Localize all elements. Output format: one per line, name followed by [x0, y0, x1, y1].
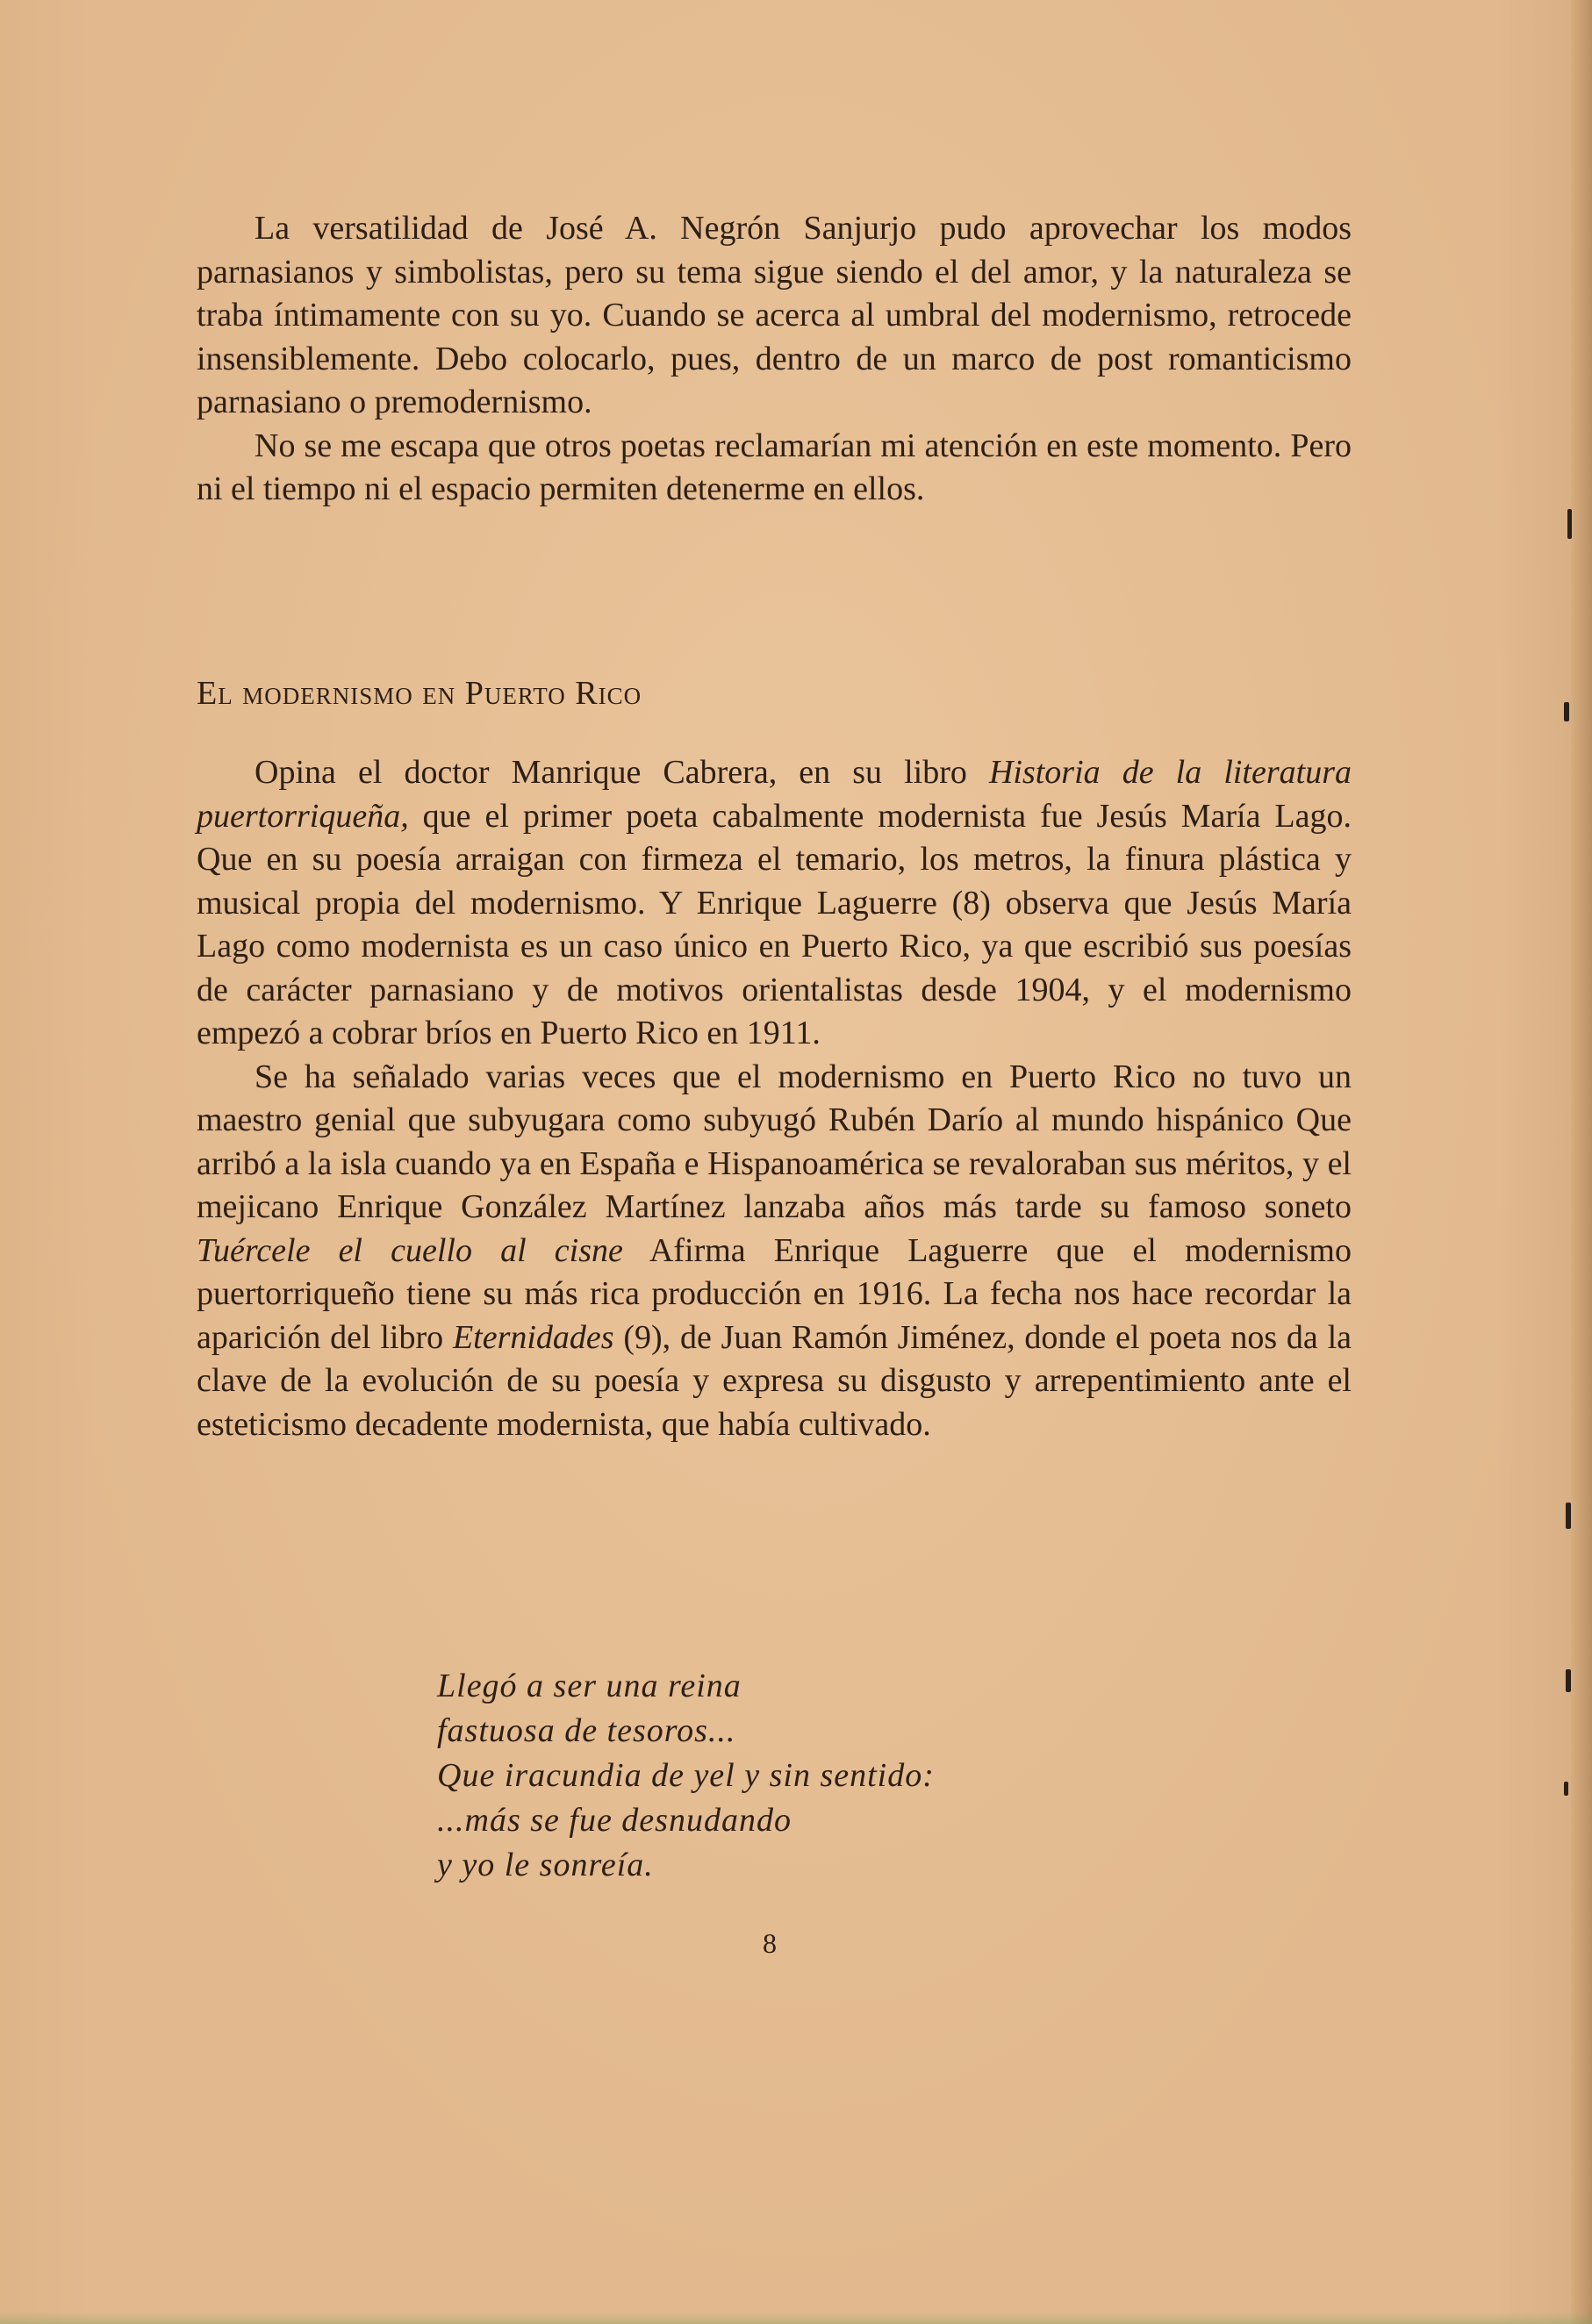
sonnet-title-tuercele: Tuércele el cuello al cisne — [197, 1231, 623, 1269]
paragraph-cabrera-body: que el primer poeta cabalmente modernista fue Jesús María Lago. Que en su poesía arraigan con firmeza el temario, los metros, la finura plástica y musical propia del modernismo. Y Enrique Laguerre (8) observa que Jesús María Lago como modernista es un caso único en Puerto Rico, ya que escribió sus poesías de carácter parnasiano y de motivos orientalistas desde 1904, y el modernismo empezó a cobrar bríos en Puerto Rico en 1911. — [197, 797, 1352, 1051]
page-edge — [1571, 0, 1592, 2324]
margin-speck — [1567, 509, 1572, 539]
section-text-block — [197, 751, 1352, 1446]
paragraph-modernismo-part2: Afirma Enrique Laguerre que el modernismo puertorriqueño tiene su más rica producción en 1916. La fecha nos hace recordar la aparición del libro — [197, 1231, 1352, 1356]
paragraph-otros-poetas: No se me escapa que otros poetas reclamarían mi atención en este momento. Pero ni el tiempo ni el espacio permiten detenerme en ellos. — [197, 427, 1352, 507]
poem-line: Llegó a ser una reina — [437, 1668, 742, 1704]
margin-speck — [1566, 1669, 1571, 1692]
intro-text-block — [197, 207, 1352, 512]
poem-line: fastuosa de tesoros... — [437, 1712, 736, 1749]
page-number: 8 — [763, 1927, 777, 1959]
page-bottom-edge — [0, 2312, 1592, 2324]
paragraph-modernismo-part1: Se ha señalado varias veces que el modernismo en Puerto Rico no tuvo un maestro genial que subyugara como subyugó Rubén Darío al mundo hispánico Que arribó a la isla cuando ya en España e Hispanoamérica se revaloraban sus méritos, y el mejicano Enrique González Martínez lanzaba años más tarde su famoso soneto — [197, 1058, 1352, 1225]
margin-speck — [1564, 702, 1569, 721]
poem-quote — [437, 1664, 935, 1888]
paragraph-modernismo-pr — [197, 1056, 1352, 1447]
poem-line: ...más se fue desnudando — [437, 1802, 792, 1839]
book-title-eternidades: Eternidades — [452, 1318, 614, 1356]
margin-speck — [1566, 1503, 1571, 1529]
margin-speck — [1564, 1782, 1568, 1796]
paragraph-cabrera — [197, 751, 1352, 1056]
section-heading: El modernismo en Puerto Rico — [197, 675, 642, 712]
book-title-historia: Historia de la literatura puertorriqueña, — [197, 754, 1352, 835]
paragraph-versatilidad: La versatilidad de José A. Negrón Sanjurjo pudo aprovechar los modos parnasianos y simbolistas, pero su tema sigue siendo el del amor, y la naturaleza se traba íntimamente con su yo. Cuando se acerca al umbral del modernismo, retrocede insensiblemente. Debo colocarlo, pues, dentro de un marco de post romanticismo parnasiano o premodernismo. — [197, 210, 1352, 420]
poem-line: y yo le sonreía. — [437, 1847, 654, 1883]
paragraph-cabrera-intro: Opina el doctor Manrique Cabrera, en su libro — [255, 754, 989, 791]
paragraph-modernismo-part3: (9), de Juan Ramón Jiménez, donde el poeta nos da la clave de la evolución de su poesía y expresa su disgusto y arrepentimiento ante el esteticismo decadente modernista, que había cultivado. — [197, 1318, 1352, 1443]
poem-line: Que iracundia de yel y sin sentido: — [437, 1757, 935, 1794]
